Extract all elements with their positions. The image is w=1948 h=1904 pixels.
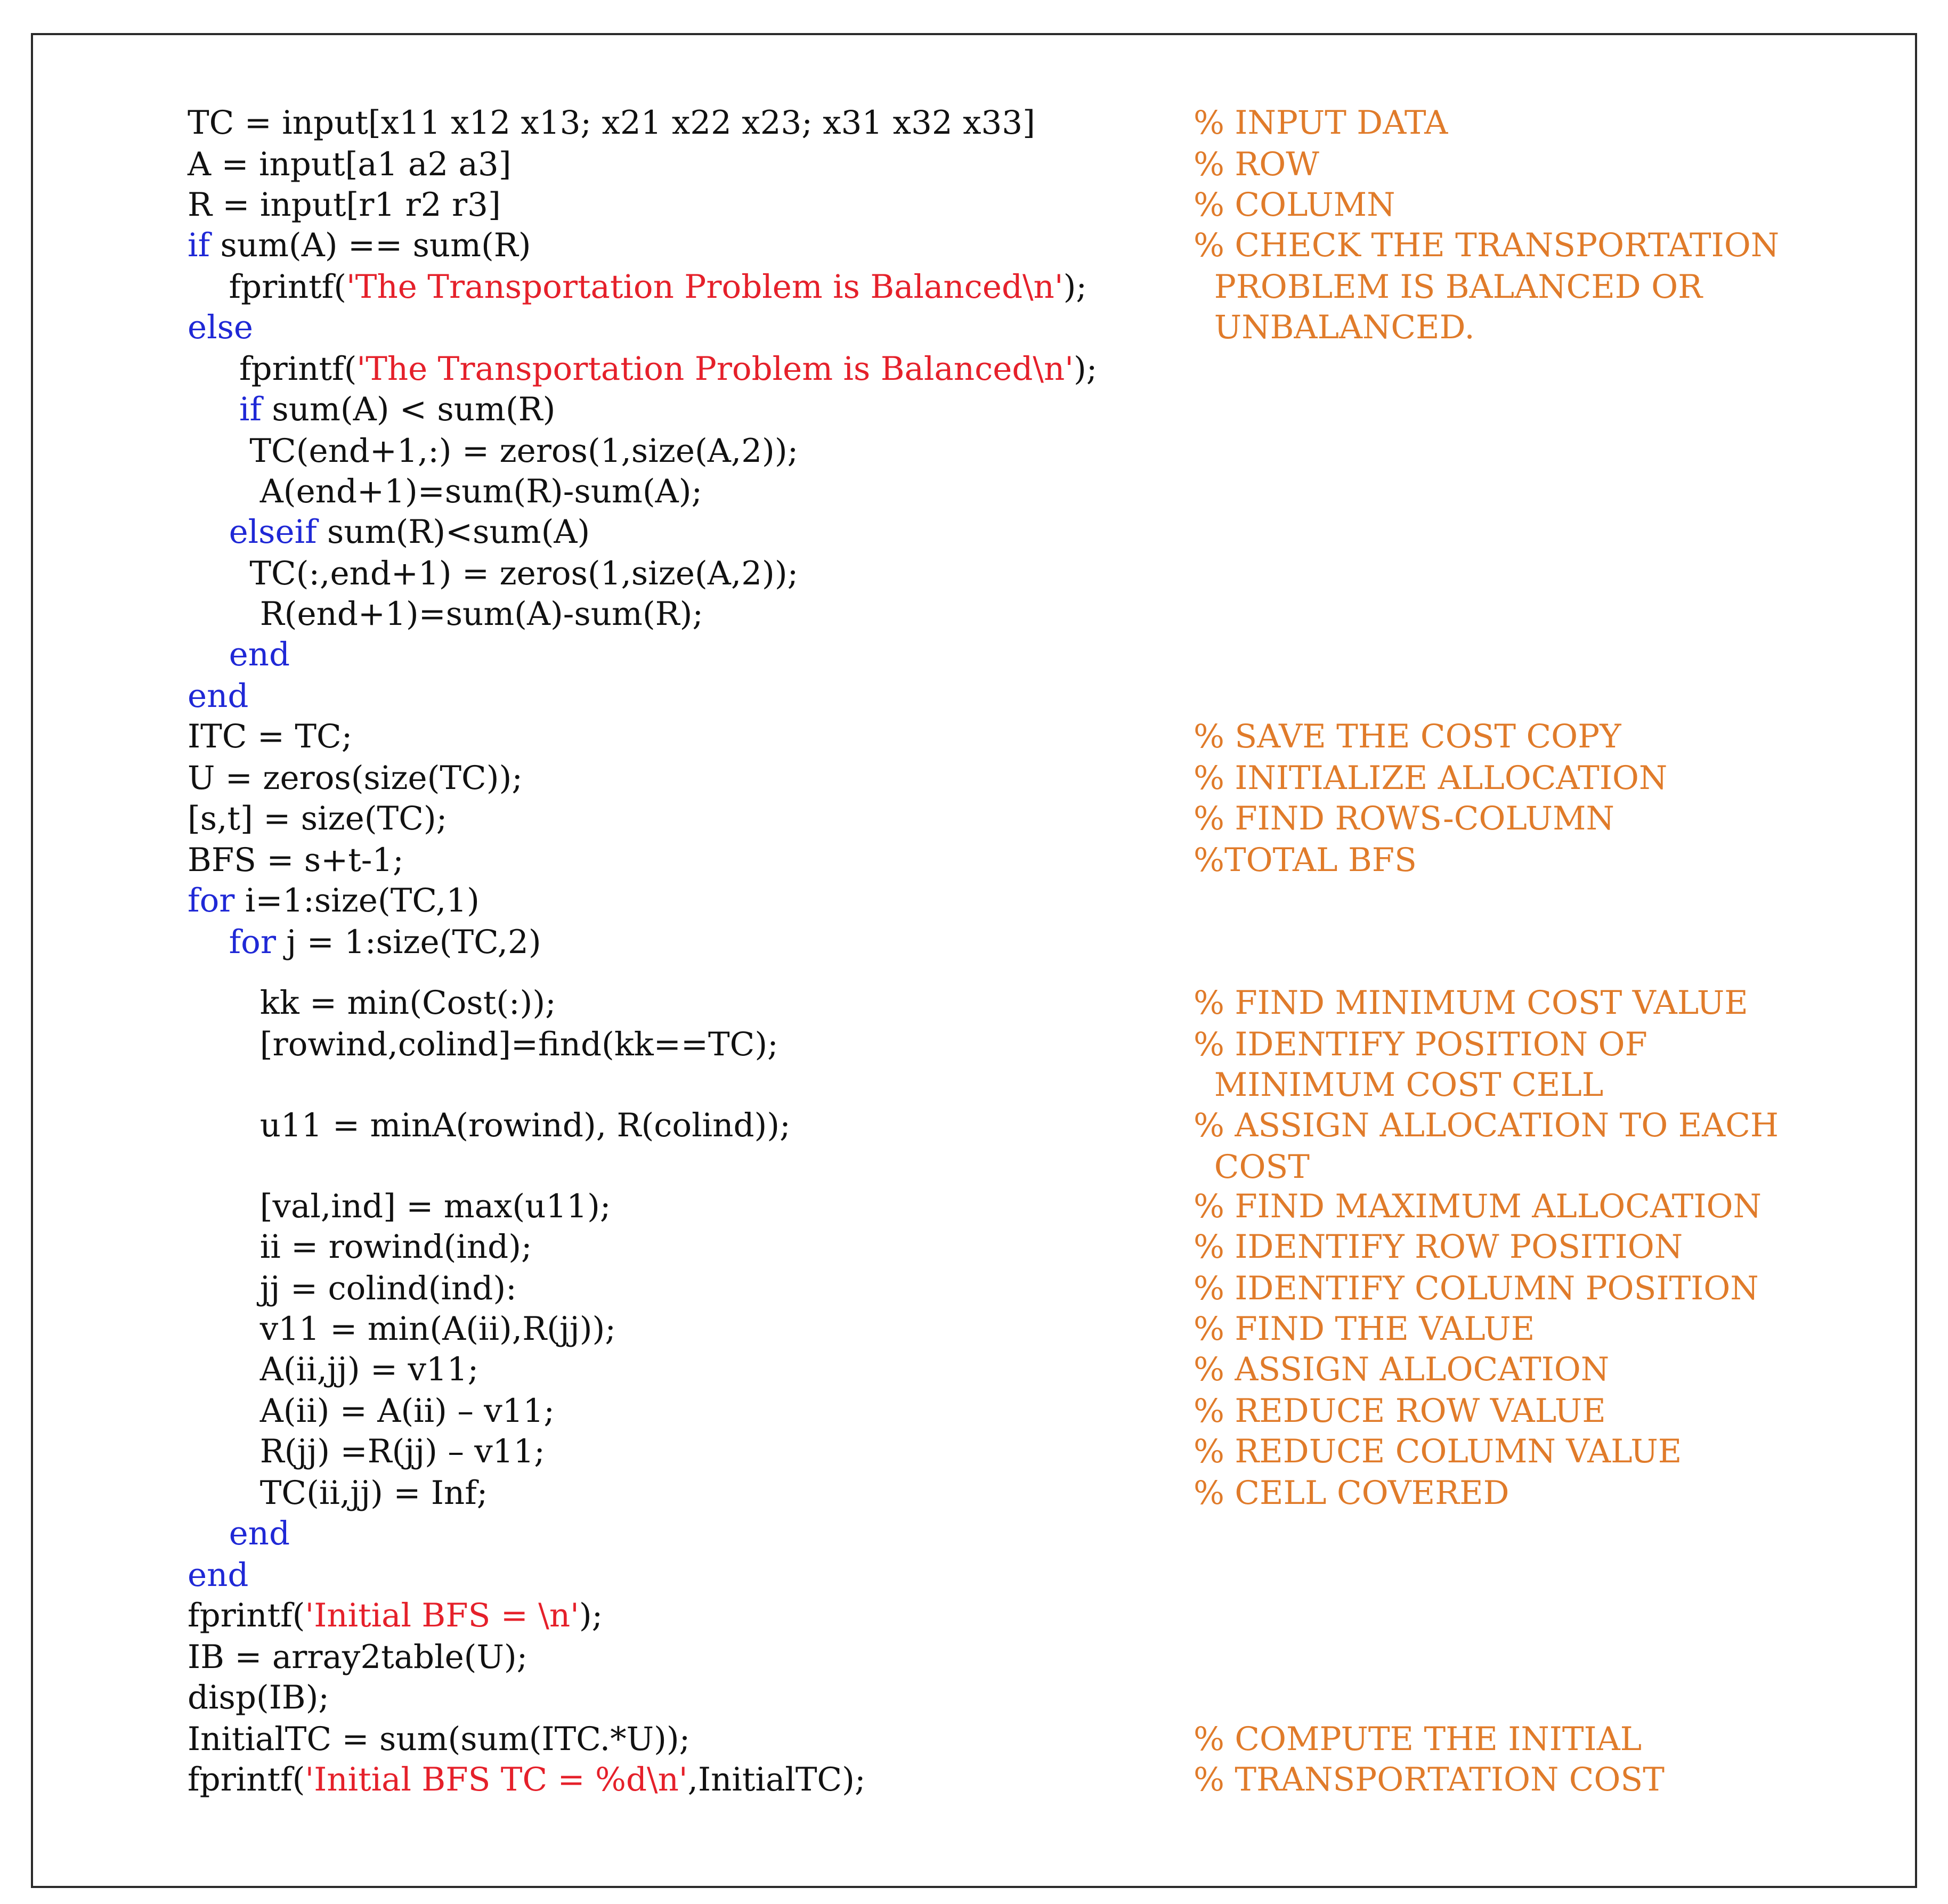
code-text: R(jj) =R(jj) – v11; bbox=[188, 1433, 545, 1470]
code-text: ITC = TC; bbox=[188, 718, 353, 755]
code-comment: % IDENTIFY POSITION OF bbox=[1194, 1026, 1647, 1063]
code-text: IB = array2table(U); bbox=[188, 1638, 528, 1676]
code-text bbox=[188, 513, 229, 551]
code-comment: % CHECK THE TRANSPORTATION bbox=[1194, 226, 1780, 264]
code-line bbox=[188, 1761, 866, 1799]
code-comment: % ROW bbox=[1194, 145, 1319, 183]
code-line bbox=[188, 350, 1098, 388]
code-line bbox=[188, 308, 254, 346]
code-text: fprintf( bbox=[188, 1597, 305, 1634]
code-comment: % INPUT DATA bbox=[1194, 104, 1448, 142]
code-line bbox=[188, 1435, 545, 1468]
code-text: sum(A) < sum(R) bbox=[262, 390, 556, 428]
code-text: fprintf( bbox=[188, 268, 347, 306]
code-keyword: end bbox=[229, 1515, 290, 1552]
code-line bbox=[188, 104, 1035, 142]
code-line bbox=[188, 595, 703, 633]
code-comment: % IDENTIFY COLUMN POSITION bbox=[1194, 1270, 1759, 1307]
code-text: sum(R)<sum(A) bbox=[316, 513, 590, 551]
code-text: A = input[a1 a2 a3] bbox=[188, 145, 512, 183]
code-text bbox=[188, 923, 229, 961]
code-keyword: end bbox=[188, 677, 249, 715]
code-text: InitialTC = sum(sum(ITC.*U)); bbox=[188, 1720, 691, 1758]
code-comment: MINIMUM COST CELL bbox=[1194, 1066, 1604, 1104]
code-keyword: if bbox=[239, 390, 262, 428]
code-line bbox=[188, 1638, 528, 1676]
code-line bbox=[188, 1556, 249, 1594]
code-text: R(end+1)=sum(A)-sum(R); bbox=[188, 595, 703, 633]
code-line bbox=[188, 1272, 517, 1305]
code-line bbox=[188, 145, 512, 183]
code-text: v11 = min(A(ii),R(jj)); bbox=[188, 1310, 616, 1348]
code-comment: COST bbox=[1194, 1148, 1310, 1186]
code-text: TC = input[x11 x12 x13; x21 x22 x23; x31 x32 x33] bbox=[188, 104, 1035, 142]
code-text: ,InitialTC); bbox=[687, 1761, 866, 1799]
code-comment: % COMPUTE THE INITIAL bbox=[1194, 1720, 1642, 1758]
code-line bbox=[188, 513, 590, 551]
code-comment: % REDUCE COLUMN VALUE bbox=[1194, 1433, 1682, 1470]
code-text: u11 = minA(rowind), R(colind)); bbox=[188, 1106, 791, 1144]
code-text: A(end+1)=sum(R)-sum(A); bbox=[188, 473, 703, 510]
code-text: R = input[r1 r2 r3] bbox=[188, 186, 501, 224]
code-comment: PROBLEM IS BALANCED OR bbox=[1194, 268, 1703, 306]
code-text: TC(end+1,:) = zeros(1,size(A,2)); bbox=[188, 432, 799, 470]
code-text bbox=[188, 390, 239, 428]
code-text: U = zeros(size(TC)); bbox=[188, 759, 523, 797]
code-line bbox=[188, 882, 480, 920]
code-line bbox=[188, 1599, 603, 1632]
code-text bbox=[188, 1515, 229, 1552]
code-comment: UNBALANCED. bbox=[1194, 308, 1475, 346]
code-line bbox=[188, 1028, 778, 1061]
code-line bbox=[188, 1310, 616, 1348]
code-line bbox=[188, 638, 290, 671]
code-comment: % IDENTIFY ROW POSITION bbox=[1194, 1228, 1683, 1266]
code-text: sum(A) == sum(R) bbox=[210, 226, 531, 264]
code-text: [val,ind] = max(u11); bbox=[188, 1187, 611, 1225]
code-comment: % COLUMN bbox=[1194, 186, 1395, 224]
code-comment: % FIND THE VALUE bbox=[1194, 1310, 1535, 1348]
code-comment: % FIND ROWS-COLUMN bbox=[1194, 800, 1614, 837]
code-text: BFS = s+t-1; bbox=[188, 841, 404, 879]
code-line bbox=[188, 923, 541, 961]
code-comment: % SAVE THE COST COPY bbox=[1194, 718, 1621, 755]
code-string: 'The Transportation Problem is Balanced\n' bbox=[346, 268, 1064, 306]
code-line bbox=[188, 1106, 791, 1144]
code-text: disp(IB); bbox=[188, 1679, 329, 1716]
code-line bbox=[188, 1517, 290, 1550]
code-comment: % ASSIGN ALLOCATION TO EACH bbox=[1194, 1106, 1779, 1144]
code-line bbox=[188, 1187, 611, 1225]
code-keyword: elseif bbox=[229, 513, 317, 551]
code-comment: % ASSIGN ALLOCATION bbox=[1194, 1350, 1610, 1388]
code-comment: % FIND MINIMUM COST VALUE bbox=[1194, 984, 1748, 1022]
code-text: ); bbox=[1063, 268, 1087, 306]
code-line bbox=[188, 557, 798, 590]
code-text: fprintf( bbox=[188, 350, 357, 388]
code-comment: %TOTAL BFS bbox=[1194, 841, 1417, 879]
code-text: A(ii) = A(ii) – v11; bbox=[188, 1392, 555, 1430]
code-text: A(ii,jj) = v11; bbox=[188, 1350, 479, 1388]
code-line bbox=[188, 432, 799, 470]
code-line bbox=[188, 759, 523, 797]
code-keyword: end bbox=[188, 1556, 249, 1594]
code-text: fprintf( bbox=[188, 1761, 305, 1799]
code-comment: % CELL COVERED bbox=[1194, 1474, 1509, 1512]
code-comment: % INITIALIZE ALLOCATION bbox=[1194, 759, 1668, 797]
code-line bbox=[188, 475, 702, 508]
code-text bbox=[188, 636, 229, 673]
code-text: TC(:,end+1) = zeros(1,size(A,2)); bbox=[188, 555, 799, 592]
code-text: jj = colind(ind): bbox=[188, 1270, 517, 1307]
code-string: 'Initial BFS = \n' bbox=[305, 1597, 579, 1634]
code-text: ); bbox=[579, 1597, 603, 1634]
code-line bbox=[188, 1350, 479, 1388]
code-keyword: if bbox=[188, 226, 210, 264]
code-text: [rowind,colind]=find(kk==TC); bbox=[188, 1026, 778, 1063]
code-line bbox=[188, 1392, 555, 1430]
code-line bbox=[188, 841, 404, 879]
code-string: 'Initial BFS TC = %d\n' bbox=[305, 1761, 688, 1799]
code-keyword: for bbox=[229, 923, 277, 961]
code-line bbox=[188, 390, 556, 428]
code-line bbox=[188, 802, 447, 835]
code-keyword: else bbox=[188, 308, 254, 346]
code-text: TC(ii,jj) = Inf; bbox=[188, 1474, 488, 1512]
code-line bbox=[188, 226, 531, 264]
code-text: j = 1:size(TC,2) bbox=[276, 923, 541, 961]
code-comment: % REDUCE ROW VALUE bbox=[1194, 1392, 1606, 1430]
code-line bbox=[188, 1474, 488, 1512]
code-text: kk = min(Cost(:)); bbox=[188, 984, 556, 1022]
code-string: 'The Transportation Problem is Balanced\n' bbox=[356, 350, 1074, 388]
code-line bbox=[188, 1228, 532, 1266]
code-line bbox=[188, 677, 249, 715]
code-text: ii = rowind(ind); bbox=[188, 1228, 532, 1266]
code-keyword: end bbox=[229, 636, 290, 673]
code-text: i=1:size(TC,1) bbox=[234, 882, 480, 920]
code-text: [s,t] = size(TC); bbox=[188, 800, 448, 837]
code-text: ); bbox=[1074, 350, 1098, 388]
code-line bbox=[188, 720, 352, 753]
code-comment: % TRANSPORTATION COST bbox=[1194, 1761, 1665, 1799]
code-keyword: for bbox=[188, 882, 235, 920]
code-comment: % FIND MAXIMUM ALLOCATION bbox=[1194, 1187, 1762, 1225]
code-line bbox=[188, 268, 1087, 306]
code-line bbox=[188, 1681, 329, 1714]
code-line bbox=[188, 1720, 691, 1758]
code-line bbox=[188, 984, 556, 1022]
code-line bbox=[188, 186, 501, 224]
